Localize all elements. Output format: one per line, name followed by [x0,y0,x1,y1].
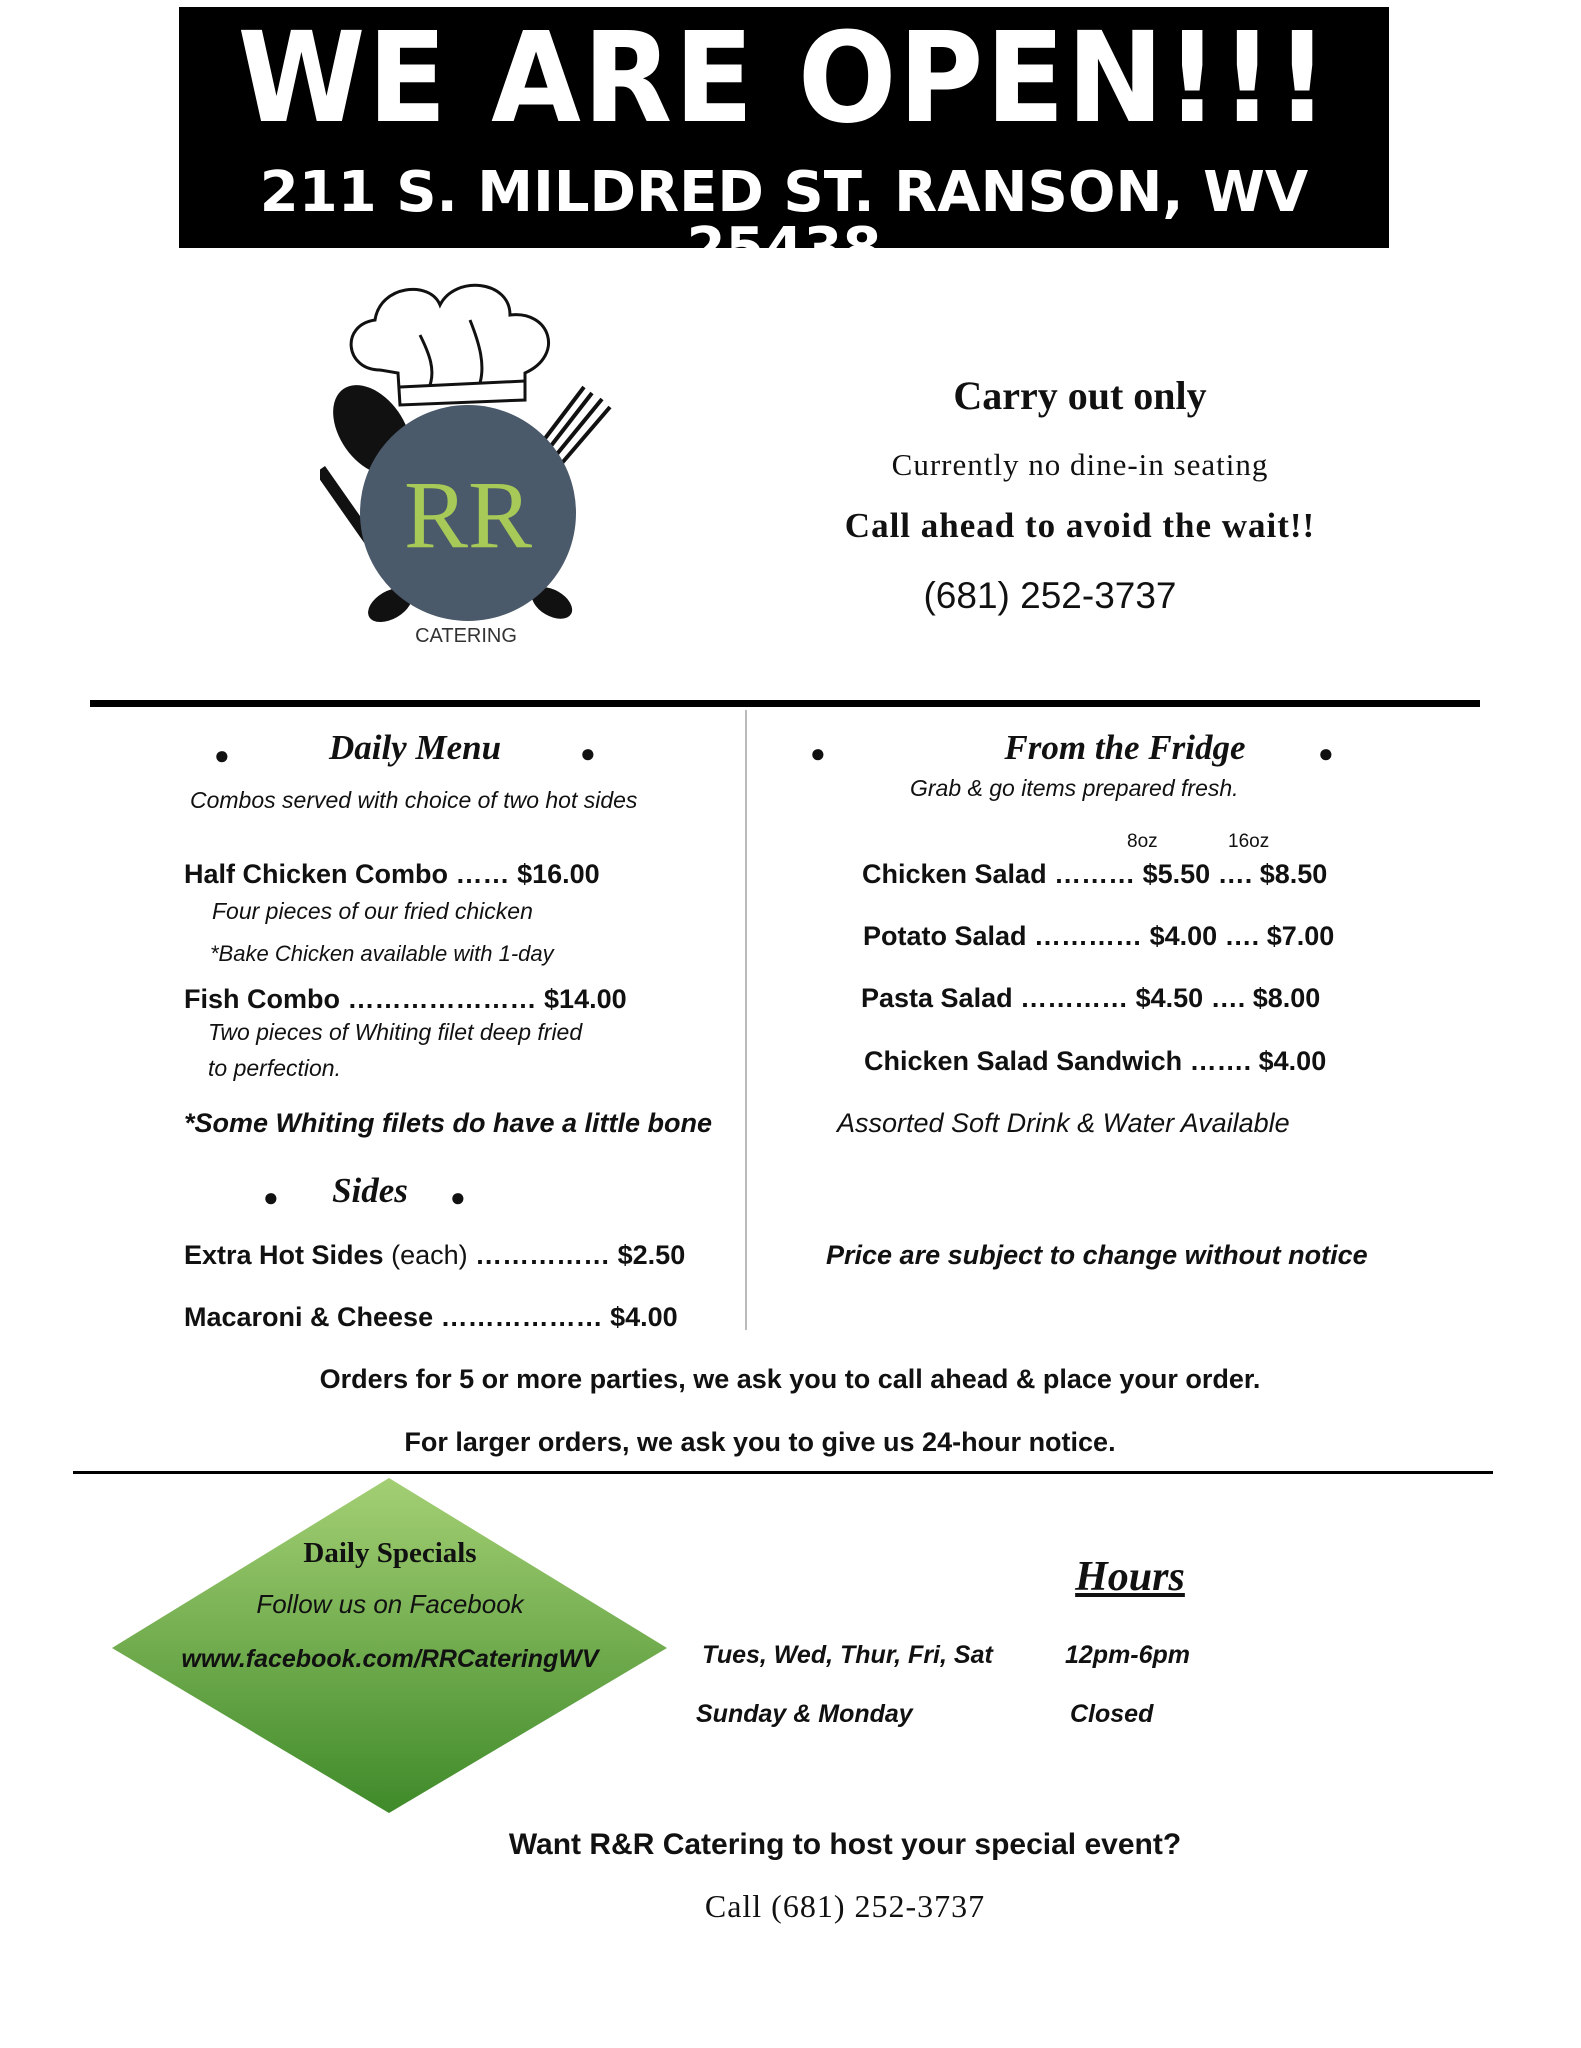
hours-time-weekend: Closed [1070,1700,1154,1728]
bullet-icon: ● [810,738,826,768]
orders-note-2: For larger orders, we ask you to give us 24-hour notice. [404,1427,1116,1457]
chef-hat-icon [351,285,548,405]
header-banner [179,5,1389,281]
item-price: $14.00 [544,984,627,1014]
half-chicken-combo [184,859,600,890]
event-question: Want R&R Catering to host your special event? [508,1828,1182,1861]
divider-bottom [73,1471,1493,1474]
fish-combo-desc: Two pieces of Whiting filet deep fried [208,1019,583,1045]
hours-time-weekday: 12pm-6pm [1065,1641,1191,1669]
bullet-icon: ● [1318,738,1334,768]
hours-days-weekend: Sunday & Monday [696,1700,913,1728]
dot-leader: ……. [1189,1046,1252,1076]
event-call-phone[interactable]: Call (681) 252-3737 [704,1888,986,1924]
size-label-small: 8oz [1127,831,1158,852]
fridge-heading: From the Fridge [1004,728,1246,767]
divider-vertical [745,710,747,1330]
dot-leader: …. [1210,983,1246,1013]
dot-leader: ……………… [440,1302,603,1332]
item-price: $2.50 [617,1240,686,1270]
fish-combo-desc2: to perfection. [208,1055,341,1081]
rr-catering-logo [320,275,620,655]
item-price-small: $4.50 [1135,983,1204,1013]
item-price-small: $4.00 [1149,921,1218,951]
item-name: Chicken Salad [862,859,1047,889]
banner-address: 211 S. MILDRED ST. RANSON, WV 25438 [259,160,1309,281]
dot-leader: ……… [1054,859,1136,889]
price-notice: Price are subject to change without notice [826,1240,1368,1270]
fridge-note: Grab & go items prepared fresh. [910,775,1239,801]
item-price: $4.00 [610,1302,678,1332]
item-name: Potato Salad [863,921,1027,951]
item-name: Half Chicken Combo [184,859,449,889]
item-name: Pasta Salad [861,983,1013,1013]
dot-leader: ………… [1034,921,1143,951]
daily-menu-heading: Daily Menu [328,728,502,767]
sides-heading: Sides [332,1171,408,1210]
item-name: Fish Combo [184,984,340,1014]
item-name: Chicken Salad Sandwich [864,1046,1183,1076]
item-price-large: $8.50 [1259,859,1328,889]
item-name: Extra Hot Sides [184,1240,384,1270]
dot-leader: …. [1217,859,1253,889]
item-name: Macaroni & Cheese [184,1302,434,1332]
follow-facebook-text: Follow us on Facebook [256,1589,524,1619]
item-price-small: $5.50 [1142,859,1211,889]
drinks-note: Assorted Soft Drink & Water Available [837,1108,1290,1138]
fridge-item-chicken-salad [862,859,1327,890]
side-item-mac-cheese [184,1302,678,1333]
hours-title: Hours [1075,1554,1185,1600]
orders-note-1: Orders for 5 or more parties, we ask you to call ahead & place your order. [319,1364,1261,1394]
dot-leader: …………… [475,1240,611,1270]
bullet-icon: ● [580,738,596,768]
logo-caption: CATERING [415,625,517,647]
bullet-icon: ● [450,1182,466,1212]
bullet-icon: ● [214,740,230,770]
hours-days-weekday: Tues, Wed, Thur, Fri, Sat [702,1641,993,1669]
logo-monogram: RR [403,461,533,568]
size-label-large: 16oz [1228,831,1270,852]
fridge-item-potato-salad [863,921,1334,952]
bone-warning: *Some Whiting filets do have a little bone [184,1108,713,1138]
divider-top [90,700,1480,707]
bullet-icon: ● [263,1182,279,1212]
phone-number[interactable]: (681) 252-3737 [923,575,1177,616]
fridge-item-sandwich [864,1046,1326,1077]
daily-specials-title: Daily Specials [303,1537,477,1569]
dot-leader: ………………… [347,984,537,1014]
call-ahead-text: Call ahead to avoid the wait!! [844,506,1316,545]
dot-leader: ………… [1020,983,1129,1013]
side-item-extra-hot-sides [184,1240,685,1271]
bake-chicken-note: *Bake Chicken available with 1-day [210,941,554,966]
dot-leader: …. [1224,921,1260,951]
facebook-link[interactable]: www.facebook.com/RRCateringWV [181,1645,599,1673]
item-suffix: (each) [391,1240,468,1270]
half-chicken-desc: Four pieces of our fried chicken [212,898,533,924]
dot-leader: …… [455,859,510,889]
carry-out-subtitle: Currently no dine-in seating [891,447,1269,482]
daily-menu-note: Combos served with choice of two hot sides [190,787,638,813]
item-price-large: $8.00 [1252,983,1321,1013]
item-price-large: $7.00 [1266,921,1335,951]
fish-combo [184,984,627,1015]
carry-out-title: Carry out only [953,373,1207,418]
item-price: $16.00 [517,859,600,889]
fridge-item-pasta-salad [861,983,1320,1014]
banner-title: WE ARE OPEN!!! [237,5,1331,152]
item-price: $4.00 [1258,1046,1327,1076]
